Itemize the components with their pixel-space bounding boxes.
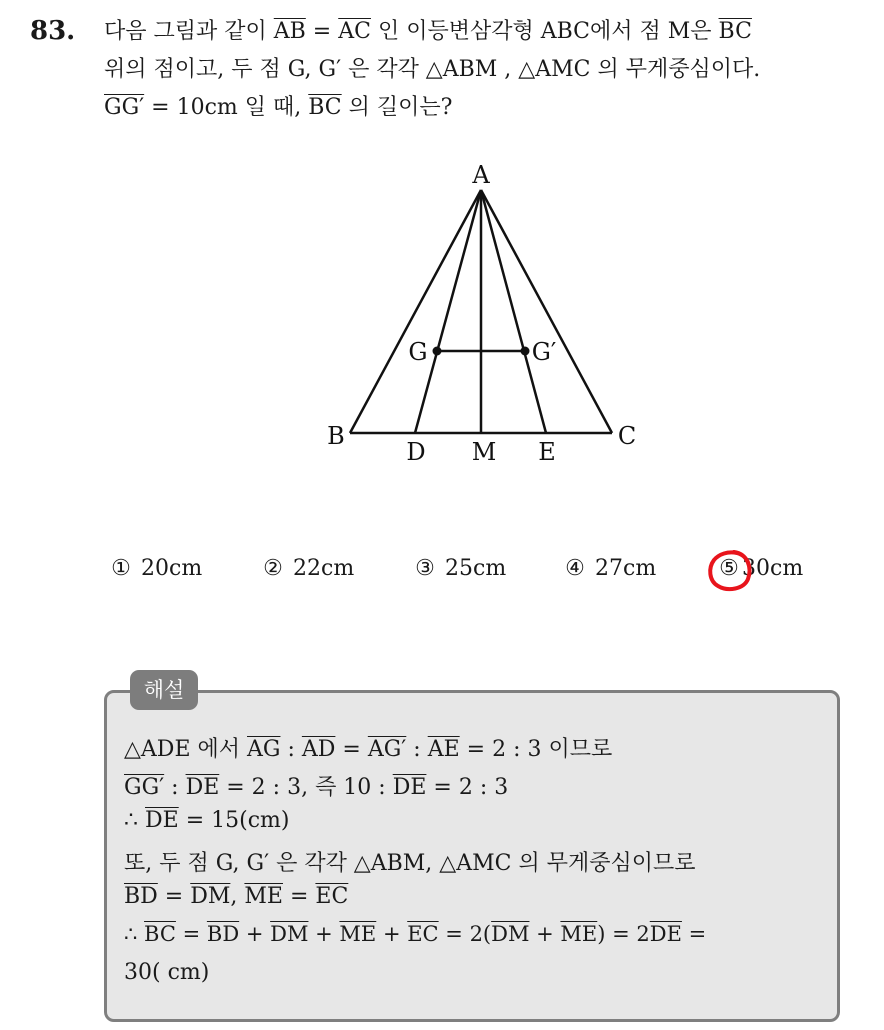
answer-mark-circle [704, 546, 754, 594]
explanation-line-7: 30( cm) [124, 960, 210, 985]
segment-ad [415, 190, 481, 433]
label-c: C [617, 422, 637, 450]
segment-ae [481, 190, 546, 433]
label-b: B [327, 422, 345, 450]
choice-2[interactable]: ② 22cm [263, 556, 355, 581]
question-number: 83. [30, 16, 76, 46]
choice-3[interactable]: ③ 25cm [415, 556, 507, 581]
label-a: A [472, 161, 490, 189]
segment-ab [350, 190, 481, 433]
explanation-line-3: ∴ $\overline{DE} = 15(cm)$ [124, 808, 290, 833]
choice-1[interactable]: ① 20cm [111, 556, 203, 581]
point-g-prime [521, 347, 530, 356]
question-line-2: 위의 점이고, 두 점 G, G′ 은 각각 △ABM , △AMC 의 무게중심이다. [104, 57, 761, 82]
label-g-prime: G′ [531, 338, 557, 366]
question-line-1: 다음 그림과 같이 $\overline{AB} = \overline{AC}$ 인 이등변삼각형 ABC에서 점 M은 $\overline{BC}$ [104, 19, 752, 44]
segment-ac [481, 190, 612, 433]
choice-5[interactable]: ⑤ 30cm [719, 556, 804, 581]
label-e: E [538, 438, 556, 466]
label-d: D [406, 438, 426, 466]
explanation-line-4: 또, 두 점 G, G′ 은 각각 △ABM, △AMC 의 무게중심이므로 [124, 851, 696, 876]
explanation-line-5: $\overline{BD} = \overline{DM}$, $\overline{ME} = \overline{EC}$ [124, 884, 349, 909]
explanation-tag: 해설 [130, 670, 198, 710]
choice-4[interactable]: ④ 27cm [565, 556, 657, 581]
question-line-3: GG′ = 10cm 일 때, $\overline{BC}$ 의 길이는? [104, 95, 453, 120]
label-m: M [471, 438, 497, 466]
explanation-line-1: △ADE 에서 $\overline{AG}$ : $\overline{AD} = AG'$ : $\overline{AE} = 2$ : 3 이므로 [124, 737, 613, 762]
explanation-line-6: ∴ $\overline{BC} = \overline{BD} + \overline{DM} + \overline{ME} + \overline{EC} = 2(\overline{DM} + \overline{ME}) = 2\overline{DE}$ = [124, 922, 707, 946]
point-g [433, 347, 442, 356]
explanation-line-2: GG′ : $\overline{DE} = 2$ : 3, 즉 10 : $\overline{DE} = 2$ : 3 [124, 775, 509, 800]
label-g: G [408, 338, 428, 366]
